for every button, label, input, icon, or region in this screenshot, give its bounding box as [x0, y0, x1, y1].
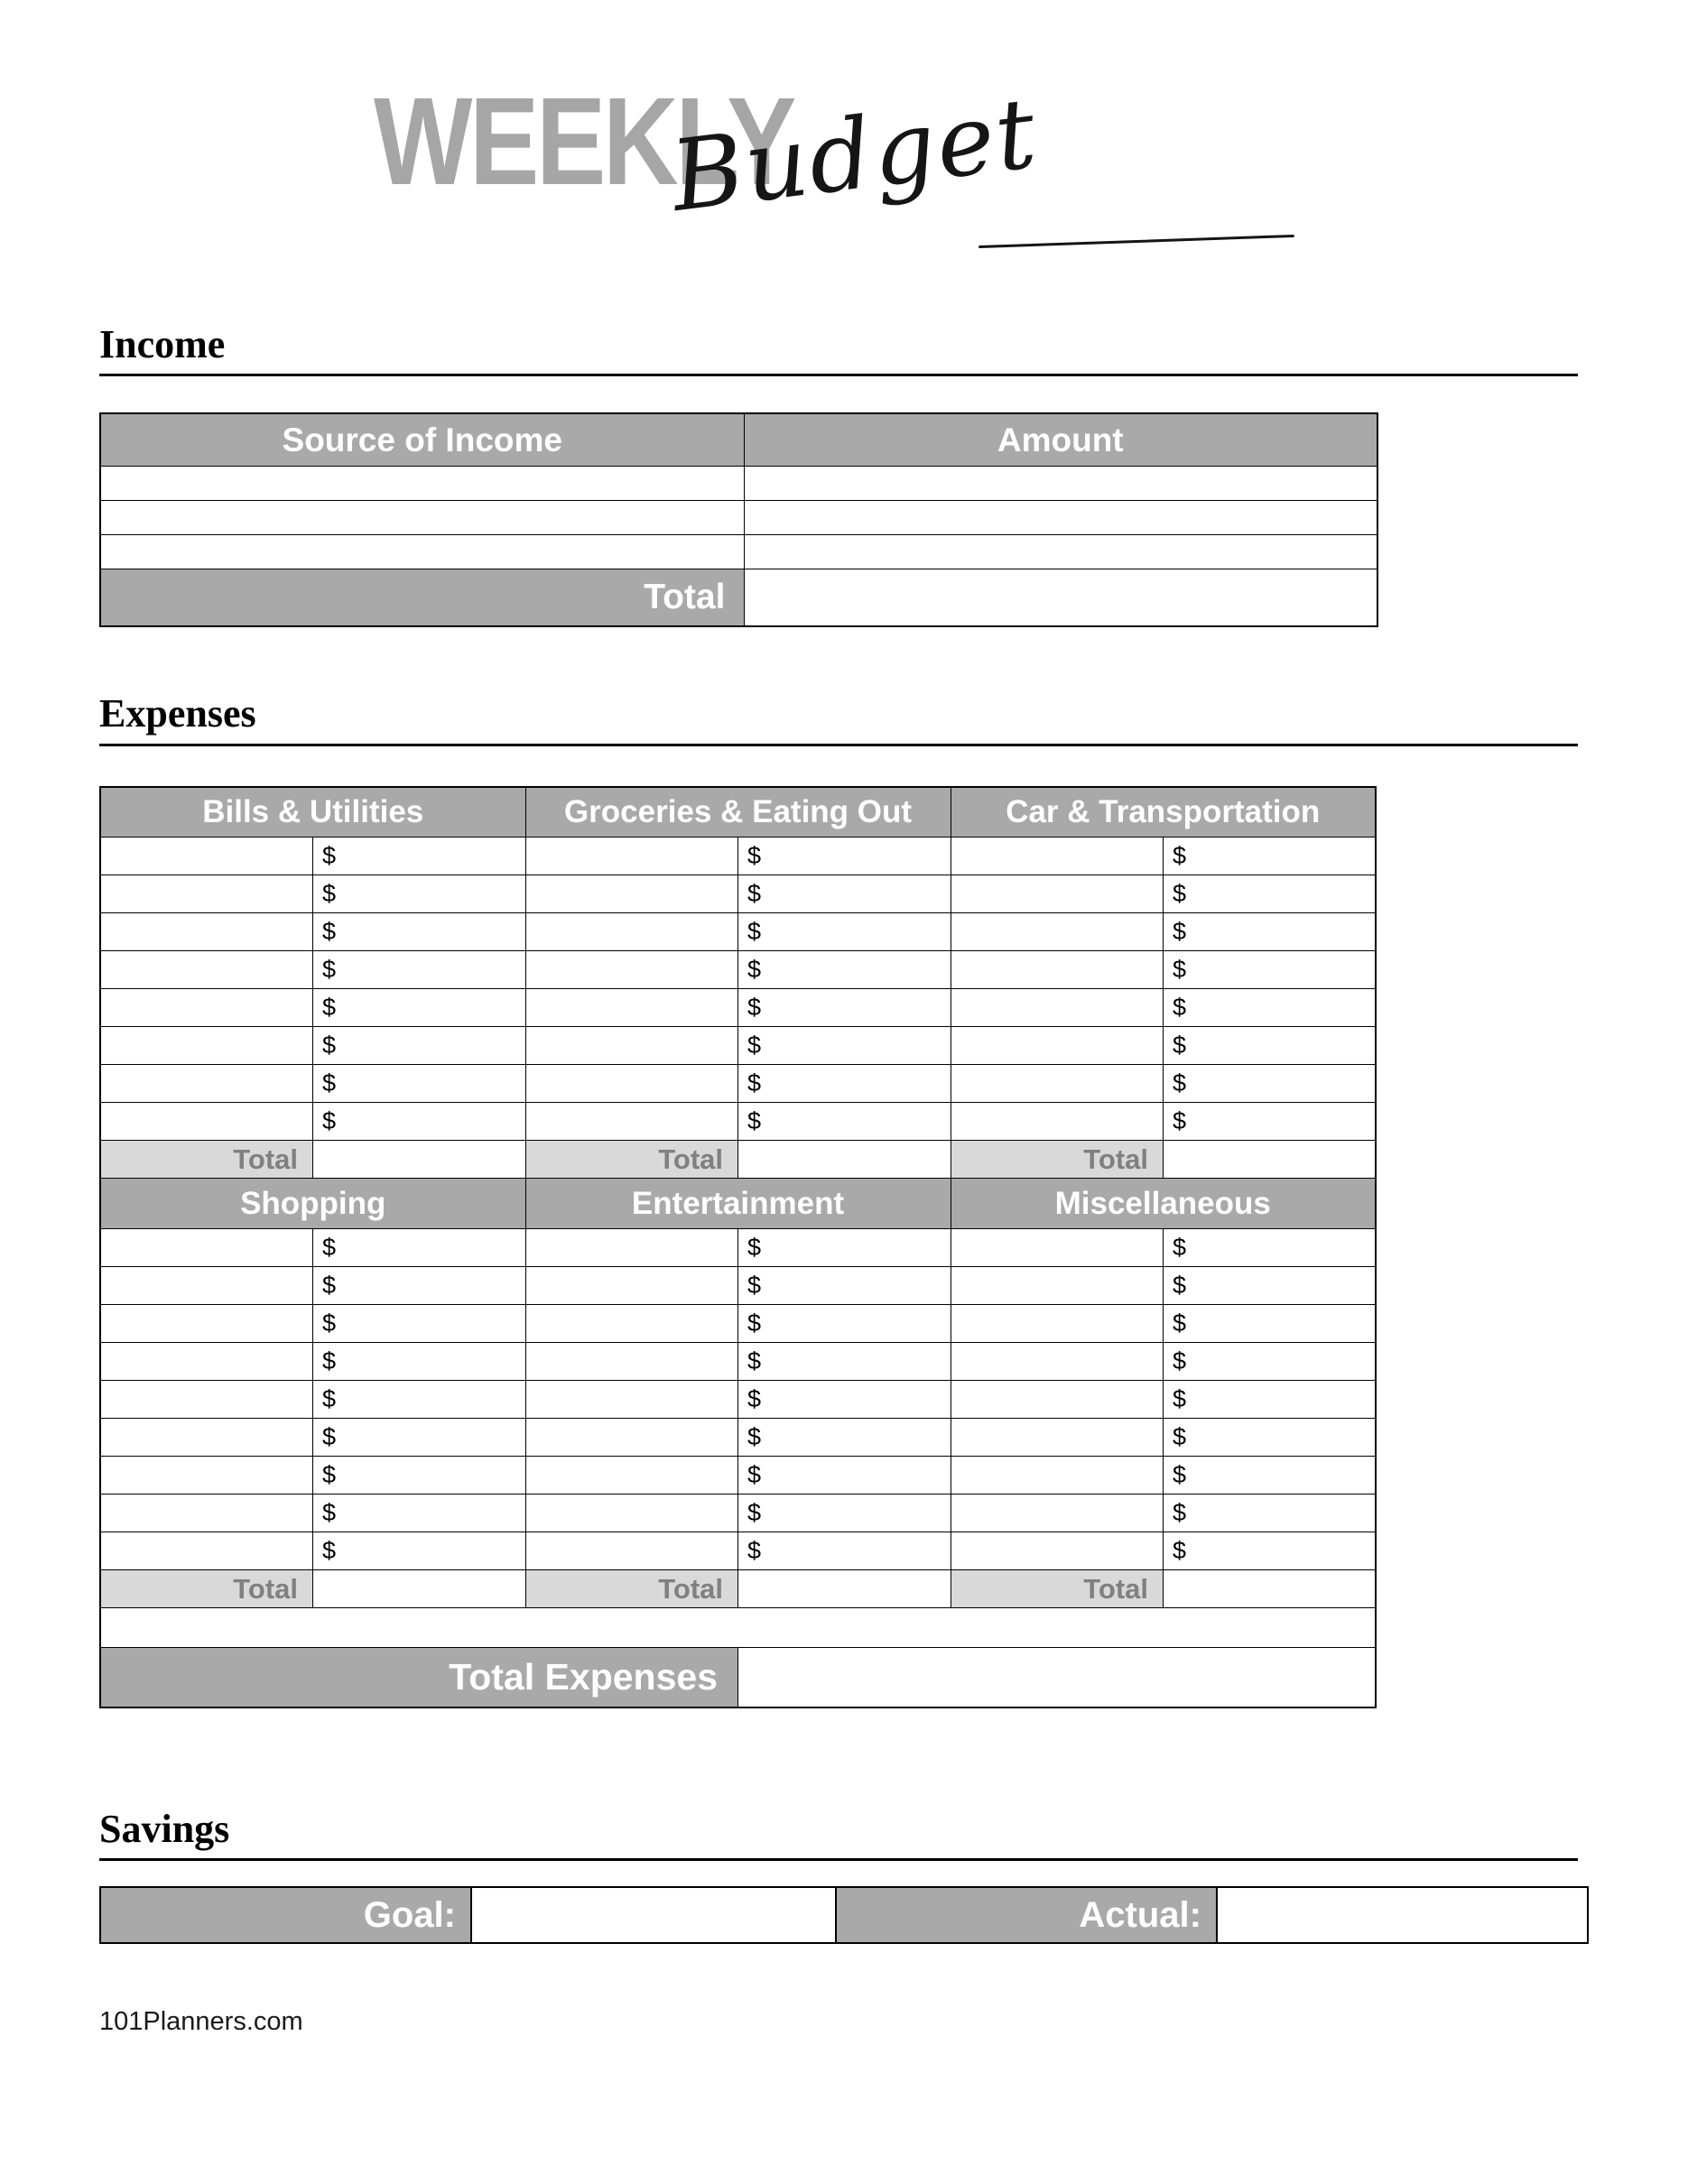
title-budget-text: Budget	[665, 77, 1043, 234]
expenses-heading: Expenses	[99, 691, 256, 736]
expense-subtotal-label: Total	[951, 1141, 1164, 1179]
expense-subtotal-amount[interactable]	[313, 1570, 526, 1608]
expense-amount-cell[interactable]: $	[1164, 1103, 1377, 1141]
expense-desc-cell[interactable]	[951, 1229, 1164, 1267]
expense-row	[100, 1305, 1376, 1343]
expense-amount-cell[interactable]: $	[313, 1103, 526, 1141]
expense-subtotal-amount[interactable]	[1164, 1570, 1377, 1608]
expense-desc-cell[interactable]	[951, 1343, 1164, 1381]
expense-desc-cell[interactable]	[525, 875, 738, 913]
expense-amount-cell[interactable]: $	[313, 838, 526, 875]
expense-desc-cell[interactable]	[100, 1343, 313, 1381]
expense-desc-cell[interactable]	[100, 951, 313, 989]
expense-amount-cell[interactable]: $	[738, 1065, 951, 1103]
expense-amount-cell[interactable]: $	[738, 1419, 951, 1457]
expense-row	[100, 989, 1376, 1027]
expense-group-header: Car & Transportation	[951, 787, 1376, 838]
expense-amount-cell[interactable]: $	[313, 1267, 526, 1305]
expense-desc-cell[interactable]	[100, 1495, 313, 1532]
expense-amount-cell[interactable]: $	[1164, 951, 1377, 989]
expense-amount-cell[interactable]: $	[738, 951, 951, 989]
expense-amount-cell[interactable]: $	[1164, 913, 1377, 951]
expense-desc-cell[interactable]	[525, 1419, 738, 1457]
expense-amount-cell[interactable]: $	[1164, 1305, 1377, 1343]
expense-amount-cell[interactable]: $	[313, 875, 526, 913]
expense-amount-cell[interactable]: $	[1164, 875, 1377, 913]
expense-amount-cell[interactable]: $	[1164, 1229, 1377, 1267]
expense-amount-cell[interactable]: $	[313, 1065, 526, 1103]
expense-desc-cell[interactable]	[100, 989, 313, 1027]
expense-desc-cell[interactable]	[525, 951, 738, 989]
expense-amount-cell[interactable]: $	[738, 1267, 951, 1305]
expense-row	[100, 1229, 1376, 1267]
expense-row	[100, 1532, 1376, 1570]
expense-amount-cell[interactable]: $	[738, 989, 951, 1027]
expense-amount-cell[interactable]: $	[738, 1532, 951, 1570]
expense-subtotal-amount[interactable]	[738, 1141, 951, 1179]
income-col-amount-header: Amount	[744, 413, 1377, 466]
income-source-cell[interactable]	[100, 500, 744, 534]
expense-desc-cell[interactable]	[525, 1532, 738, 1570]
expense-desc-cell[interactable]	[951, 1027, 1164, 1065]
income-section	[99, 323, 1589, 627]
expense-amount-cell[interactable]: $	[1164, 838, 1377, 875]
expense-amount-cell[interactable]: $	[313, 989, 526, 1027]
expense-amount-cell[interactable]: $	[313, 1419, 526, 1457]
savings-bar	[99, 1886, 1589, 1944]
page-footer	[99, 2007, 1589, 2037]
savings-actual-label: Actual:	[837, 1888, 1218, 1942]
expense-amount-cell[interactable]: $	[1164, 989, 1377, 1027]
expense-desc-cell[interactable]	[100, 1419, 313, 1457]
expense-desc-cell[interactable]	[100, 1229, 313, 1267]
expense-desc-cell[interactable]	[100, 1532, 313, 1570]
income-heading-rule	[99, 374, 1578, 376]
expense-subtotal-row	[100, 1570, 1376, 1608]
title-flourish-line	[978, 235, 1294, 248]
expense-amount-cell[interactable]: $	[313, 951, 526, 989]
expense-desc-cell[interactable]	[525, 1381, 738, 1419]
expense-desc-cell[interactable]	[525, 1065, 738, 1103]
expense-row	[100, 1027, 1376, 1065]
footer-site-text: 101Planners.com	[99, 2007, 303, 2037]
expense-row	[100, 1103, 1376, 1141]
income-total-row	[100, 569, 1377, 626]
expense-amount-cell[interactable]: $	[1164, 1457, 1377, 1495]
expenses-section	[99, 692, 1589, 1707]
expense-amount-cell[interactable]: $	[738, 1457, 951, 1495]
expense-subtotal-label: Total	[951, 1570, 1164, 1608]
savings-goal-input[interactable]	[472, 1888, 837, 1942]
expense-desc-cell[interactable]	[951, 1419, 1164, 1457]
expense-amount-cell[interactable]: $	[313, 1495, 526, 1532]
expense-desc-cell[interactable]	[525, 838, 738, 875]
income-source-cell[interactable]	[100, 466, 744, 500]
expense-subtotal-label: Total	[100, 1141, 313, 1179]
income-source-cell[interactable]	[100, 534, 744, 569]
savings-section	[99, 1808, 1589, 1944]
expense-desc-cell[interactable]	[100, 875, 313, 913]
expenses-heading-rule	[99, 744, 1578, 746]
expense-desc-cell[interactable]	[525, 1305, 738, 1343]
expense-amount-cell[interactable]: $	[313, 1457, 526, 1495]
expense-desc-cell[interactable]	[951, 1065, 1164, 1103]
savings-actual-input[interactable]	[1218, 1888, 1587, 1942]
expense-amount-cell[interactable]: $	[738, 1103, 951, 1141]
expense-desc-cell[interactable]	[525, 1229, 738, 1267]
expense-row	[100, 1065, 1376, 1103]
expense-subtotal-amount[interactable]	[313, 1141, 526, 1179]
expense-amount-cell[interactable]: $	[738, 875, 951, 913]
expense-amount-cell[interactable]: $	[1164, 1495, 1377, 1532]
expense-amount-cell[interactable]: $	[1164, 1532, 1377, 1570]
expense-amount-cell[interactable]: $	[738, 838, 951, 875]
expense-subtotal-label: Total	[525, 1570, 738, 1608]
expense-group-header: Groceries & Eating Out	[525, 787, 951, 838]
expense-amount-cell[interactable]: $	[313, 1343, 526, 1381]
page-content	[0, 323, 1688, 2037]
expense-desc-cell[interactable]	[951, 1381, 1164, 1419]
expense-amount-cell[interactable]: $	[738, 1381, 951, 1419]
expense-amount-cell[interactable]: $	[313, 1027, 526, 1065]
expense-desc-cell[interactable]	[951, 838, 1164, 875]
expense-group-header: Entertainment	[525, 1179, 951, 1229]
expense-amount-cell[interactable]: $	[738, 1229, 951, 1267]
income-col-source-header: Source of Income	[100, 413, 744, 466]
page-header	[0, 0, 1688, 323]
expense-group-header: Bills & Utilities	[100, 787, 525, 838]
expense-desc-cell[interactable]	[951, 1495, 1164, 1532]
expenses-table	[99, 786, 1377, 1708]
total-expenses-amount[interactable]	[738, 1648, 1377, 1707]
expense-desc-cell[interactable]	[951, 875, 1164, 913]
expense-subtotal-label: Total	[525, 1141, 738, 1179]
expense-desc-cell[interactable]	[951, 913, 1164, 951]
expense-amount-cell[interactable]: $	[1164, 1065, 1377, 1103]
expense-desc-cell[interactable]	[525, 1343, 738, 1381]
expense-desc-cell[interactable]	[525, 1495, 738, 1532]
expense-group-header: Miscellaneous	[951, 1179, 1376, 1229]
total-expenses-label: Total Expenses	[100, 1648, 738, 1707]
expense-subtotal-row	[100, 1141, 1376, 1179]
expense-group-header: Shopping	[100, 1179, 525, 1229]
expense-desc-cell[interactable]	[525, 913, 738, 951]
income-amount-cell[interactable]	[744, 534, 1377, 569]
expense-spacer-row	[100, 1608, 1376, 1648]
expense-row	[100, 951, 1376, 989]
expense-amount-cell[interactable]: $	[738, 1027, 951, 1065]
expenses-table-body	[100, 787, 1376, 1707]
expense-desc-cell[interactable]	[100, 1457, 313, 1495]
savings-goal-label: Goal:	[101, 1888, 472, 1942]
title-weekly-text: WEEKLY	[374, 72, 794, 211]
expense-row	[100, 1457, 1376, 1495]
expense-group-header-row	[100, 787, 1376, 838]
income-row	[100, 466, 1377, 500]
expense-amount-cell[interactable]: $	[738, 1495, 951, 1532]
income-total-amount[interactable]	[744, 569, 1377, 626]
expense-amount-cell[interactable]: $	[1164, 1381, 1377, 1419]
expense-subtotal-label: Total	[100, 1570, 313, 1608]
income-row	[100, 500, 1377, 534]
expense-desc-cell[interactable]	[100, 1381, 313, 1419]
income-table-body	[100, 466, 1377, 569]
expense-desc-cell[interactable]	[100, 838, 313, 875]
expense-row	[100, 1381, 1376, 1419]
expense-subtotal-amount[interactable]	[1164, 1141, 1377, 1179]
income-amount-cell[interactable]	[744, 500, 1377, 534]
total-expenses-row	[100, 1648, 1376, 1707]
expense-desc-cell[interactable]	[525, 1267, 738, 1305]
expense-desc-cell[interactable]	[525, 1027, 738, 1065]
expense-amount-cell[interactable]: $	[313, 1305, 526, 1343]
expense-desc-cell[interactable]	[100, 1305, 313, 1343]
expense-amount-cell[interactable]: $	[738, 1343, 951, 1381]
expense-desc-cell[interactable]	[951, 989, 1164, 1027]
expense-desc-cell[interactable]	[525, 1457, 738, 1495]
expense-spacer-cell	[100, 1608, 1376, 1648]
expense-amount-cell[interactable]: $	[1164, 1419, 1377, 1457]
savings-heading-rule	[99, 1858, 1578, 1861]
expense-desc-cell[interactable]	[951, 951, 1164, 989]
expense-group-header-row	[100, 1179, 1376, 1229]
expense-amount-cell[interactable]: $	[738, 913, 951, 951]
expense-subtotal-amount[interactable]	[738, 1570, 951, 1608]
savings-heading: Savings	[99, 1806, 230, 1851]
expense-desc-cell[interactable]	[100, 1267, 313, 1305]
expense-desc-cell[interactable]	[100, 1065, 313, 1103]
income-row	[100, 534, 1377, 569]
income-heading: Income	[99, 322, 226, 366]
expense-desc-cell[interactable]	[100, 1103, 313, 1141]
expense-desc-cell[interactable]	[100, 913, 313, 951]
expense-row	[100, 1267, 1376, 1305]
expense-desc-cell[interactable]	[951, 1103, 1164, 1141]
expense-row	[100, 1495, 1376, 1532]
expense-amount-cell[interactable]: $	[1164, 1027, 1377, 1065]
expense-row	[100, 913, 1376, 951]
expense-amount-cell[interactable]: $	[1164, 1343, 1377, 1381]
expense-amount-cell[interactable]: $	[313, 1381, 526, 1419]
expense-desc-cell[interactable]	[525, 989, 738, 1027]
expense-desc-cell[interactable]	[100, 1027, 313, 1065]
expense-desc-cell[interactable]	[951, 1267, 1164, 1305]
income-header-row	[100, 413, 1377, 466]
expense-desc-cell[interactable]	[951, 1305, 1164, 1343]
income-total-label: Total	[100, 569, 744, 626]
expense-desc-cell[interactable]	[525, 1103, 738, 1141]
expense-amount-cell[interactable]: $	[1164, 1267, 1377, 1305]
income-table	[99, 412, 1378, 627]
expense-amount-cell[interactable]: $	[313, 1532, 526, 1570]
expense-row	[100, 838, 1376, 875]
expense-row	[100, 1419, 1376, 1457]
income-amount-cell[interactable]	[744, 466, 1377, 500]
expense-row	[100, 1343, 1376, 1381]
expense-amount-cell[interactable]: $	[313, 913, 526, 951]
expense-row	[100, 875, 1376, 913]
expense-desc-cell[interactable]	[951, 1532, 1164, 1570]
expense-amount-cell[interactable]: $	[738, 1305, 951, 1343]
expense-desc-cell[interactable]	[951, 1457, 1164, 1495]
expense-amount-cell[interactable]: $	[313, 1229, 526, 1267]
